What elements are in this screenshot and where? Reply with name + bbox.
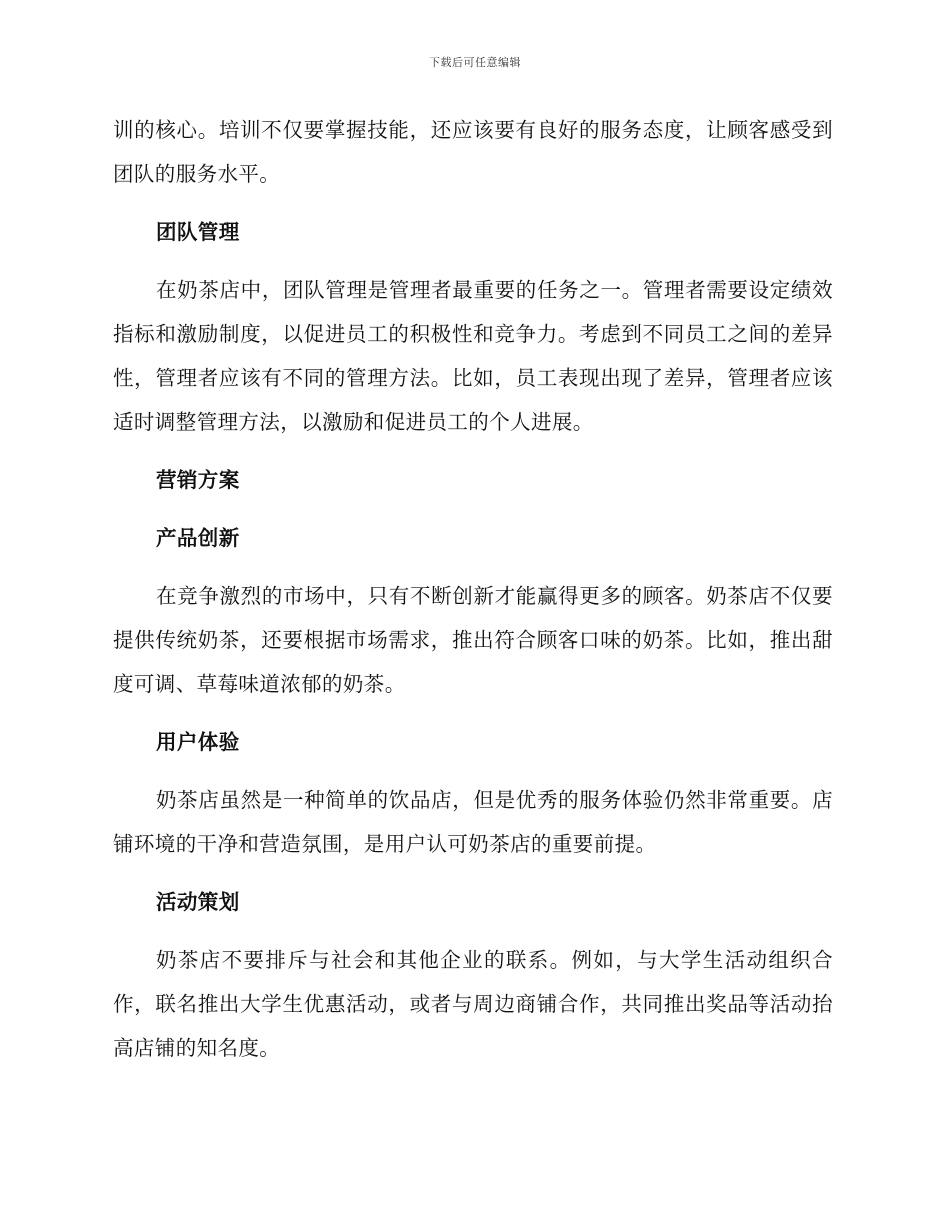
heading-user-experience: 用户体验 xyxy=(156,730,240,754)
heading-event-planning: 活动策划 xyxy=(156,890,240,914)
paragraph-user-experience: 奶茶店虽然是一种简单的饮品店，但是优秀的服务体验仍然非常重要。店铺环境的干净和营造氛围，是用户认可奶茶店的重要前提。 xyxy=(113,788,833,856)
document-body xyxy=(113,108,833,1084)
heading-product-innovation: 产品创新 xyxy=(156,526,240,550)
paragraph-event-planning: 奶茶店不要排斥与社会和其他企业的联系。例如，与大学生活动组织合作，联名推出大学生优惠活动，或者与周边商铺合作，共同推出奖品等活动抬高店铺的知名度。 xyxy=(113,948,833,1060)
heading-team-management: 团队管理 xyxy=(156,220,240,244)
heading-marketing-plan: 营销方案 xyxy=(156,468,240,492)
paragraph-product-innovation: 在竞争激烈的市场中，只有不断创新才能赢得更多的顾客。奶茶店不仅要提供传统奶茶，还要根据市场需求，推出符合顾客口味的奶茶。比如，推出甜度可调、草莓味道浓郁的奶茶。 xyxy=(113,584,833,696)
paragraph-training-continued: 训的核心。培训不仅要掌握技能，还应该要有良好的服务态度，让顾客感受到团队的服务水平。 xyxy=(113,118,833,186)
paragraph-team-management: 在奶茶店中，团队管理是管理者最重要的任务之一。管理者需要设定绩效指标和激励制度，以促进员工的积极性和竞争力。考虑到不同员工之间的差异性，管理者应该有不同的管理方法。比如，员工表现出现了差异，管理者应该适时调整管理方法，以激励和促进员工的个人进展。 xyxy=(113,278,833,434)
page-header: 下载后可任意编辑 xyxy=(429,56,521,69)
